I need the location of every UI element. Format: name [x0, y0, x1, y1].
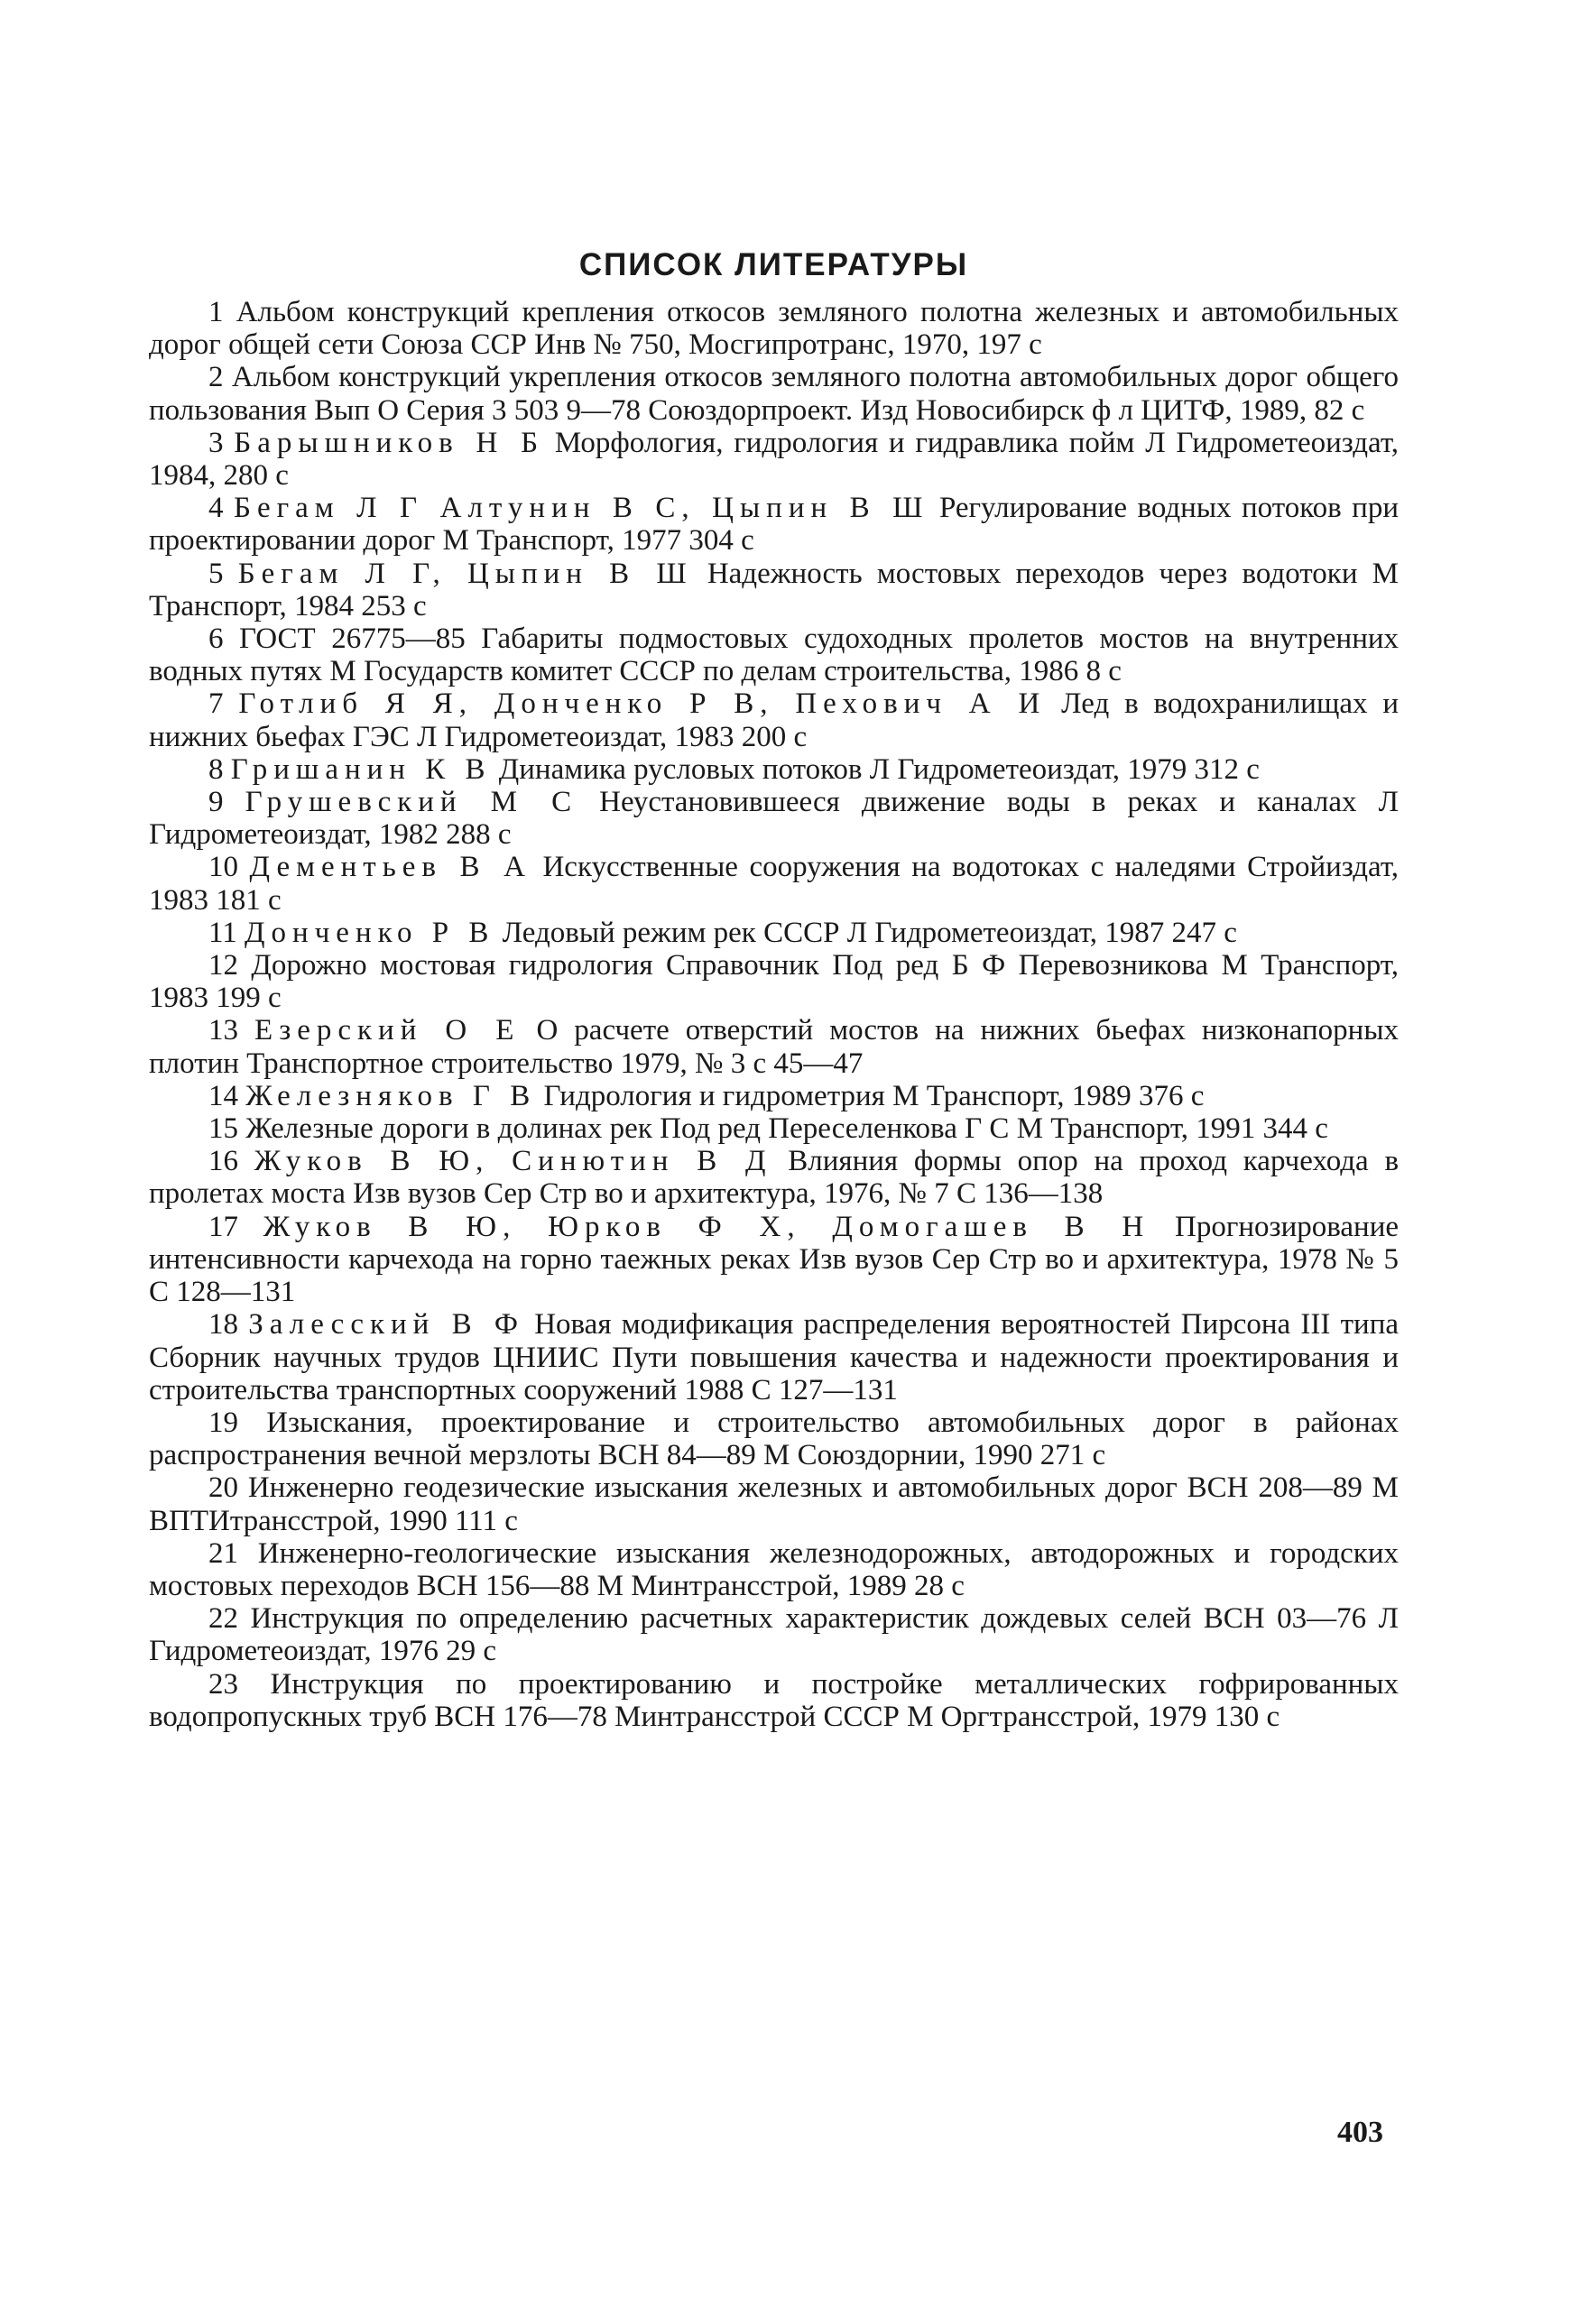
reference-number: 21 — [208, 1536, 238, 1570]
reference-number: 23 — [208, 1667, 238, 1701]
reference-number: 10 — [208, 851, 238, 884]
reference-number: 11 — [208, 916, 237, 949]
reference-author: Готлиб Я Я, Донченко Р В, Пехович А И — [238, 687, 1047, 721]
reference-text: Искусственные сооружения на водотоках с наледями Стройиздат, 1983 181 с — [149, 851, 1400, 917]
reference-text: Регулирование водных потоков при проектировании дорог М Транспорт, 1977 304 с — [149, 492, 1399, 558]
reference-entry — [149, 427, 1399, 492]
reference-text: Ледовый режим рек СССР Л Гидрометеоиздат, 1987 247 с — [502, 916, 1237, 949]
reference-number: 14 — [208, 1079, 238, 1112]
reference-text: О расчете отверстий мостов на нижних бьефах низконапорных плотин Транспортное строительство 1979, № 3 с 45—47 — [149, 1014, 1399, 1080]
reference-entry — [149, 917, 1399, 949]
reference-number: 1 — [208, 296, 224, 328]
reference-text: Гидрология и гидрометрия М Транспорт, 1989 376 с — [543, 1079, 1205, 1112]
reference-author: Бегам Л Г Алтунин В С, Цыпин В Ш — [234, 492, 929, 525]
page-number: 403 — [1337, 2116, 1383, 2149]
reference-text: Надежность мостовых переходов через водотоки М Транспорт, 1984 253 с — [149, 557, 1400, 622]
reference-number: 18 — [208, 1308, 238, 1342]
reference-entry — [149, 1471, 1399, 1536]
reference-entry — [149, 851, 1399, 916]
reference-author: Дементьев В А — [249, 851, 531, 884]
reference-author: Бегам Л Г, Цыпин В Ш — [237, 557, 693, 590]
reference-list — [149, 296, 1399, 1733]
reference-text: Морфология, гидрология и гидравлика пойм Л Гидрометеоиздат, 1984, 280 с — [149, 426, 1400, 493]
reference-entry — [149, 492, 1399, 557]
reference-text: Дорожно мостовая гидрология Справочник Под ред Б Ф Перевозникова М Транспорт, 1983 199 с — [149, 949, 1399, 1015]
reference-entry — [149, 361, 1399, 426]
reference-author: Железняков Г В — [245, 1079, 537, 1112]
reference-number: 6 — [208, 622, 224, 656]
reference-entry — [149, 296, 1399, 361]
reference-number: 3 — [208, 426, 224, 459]
reference-text: Новая модификация распределения вероятностей Пирсона III типа Сборник научных трудов ЦНИИС Пути повышения качества и надежности проектирования и строительства транспортных сооружений 1988 С 127—131 — [149, 1308, 1400, 1406]
reference-entry — [149, 1406, 1399, 1471]
reference-entry — [149, 1112, 1399, 1145]
reference-entry — [149, 1308, 1399, 1406]
reference-text: Лед в водохранилищах и нижних бьефах ГЭС Л Гидрометеоиздат, 1983 200 с — [149, 687, 1400, 753]
reference-text: Инженерно-геологические изыскания железнодорожных, автодорожных и городских мостовых переходов ВСН 156—88 М Минтрансстрой, 1989 28 с — [149, 1536, 1399, 1602]
reference-entry — [149, 558, 1399, 622]
reference-entry — [149, 1537, 1399, 1602]
reference-number: 2 — [208, 361, 224, 394]
reference-text: Инструкция по определению расчетных характеристик дождевых селей ВСН 03—76 Л Гидрометеоиздат, 1976 29 с — [149, 1602, 1400, 1668]
reference-number: 16 — [208, 1145, 238, 1178]
reference-entry — [149, 1602, 1399, 1667]
reference-text: Альбом конструкций укрепления откосов земляного полотна автомобильных дорог общего пользования Вып О Серия 3 503 9—78 Союздорпроект. Изд Новосибирск ф л ЦИТФ, 1989, 82 с — [149, 361, 1400, 427]
reference-number: 5 — [208, 557, 224, 590]
reference-number: 4 — [208, 492, 224, 525]
reference-text: Инструкция по проектированию и постройке металлических гофрированных водопропускных труб ВСН 176—78 Минтрансстрой СССР М Оргтрансстрой, 1979 130 с — [149, 1667, 1400, 1733]
reference-text: Железные дороги в долинах рек Под ред Переселенкова Г С М Транспорт, 1991 344 с — [245, 1112, 1328, 1146]
reference-number: 20 — [208, 1471, 238, 1505]
reference-author: Жуков В Ю, Синютин В Д — [254, 1145, 772, 1178]
reference-text: Динамика русловых потоков Л Гидрометеоиздат, 1979 312 с — [498, 752, 1260, 786]
reference-entry — [149, 622, 1399, 687]
reference-entry — [149, 1211, 1399, 1309]
reference-text: Влияния формы опор на проход карчехода в пролетах моста Изв вузов Сер Стр во и архитектура, 1976, № 7 С 136—138 — [149, 1145, 1400, 1211]
reference-entry — [149, 786, 1399, 851]
reference-author: Жуков В Ю, Юрков Ф Х, Домогашев В Н — [263, 1210, 1150, 1243]
reference-entry — [149, 1145, 1399, 1210]
reference-author: Гришанин К В — [230, 752, 492, 786]
reference-entry — [149, 753, 1399, 786]
reference-author: Грушевский М С — [245, 786, 578, 819]
reference-text: ГОСТ 26775—85 Габариты подмостовых судоходных пролетов мостов на внутренних водных путях М Государств комитет СССР по делам строительства, 1986 8 с — [149, 622, 1400, 688]
reference-number: 15 — [208, 1112, 238, 1146]
reference-entry — [149, 949, 1399, 1014]
reference-number: 17 — [208, 1210, 238, 1243]
reference-number: 19 — [208, 1406, 238, 1439]
reference-number: 7 — [208, 687, 224, 721]
reference-author: Барышников Н Б — [234, 426, 545, 459]
reference-text: Прогнозирование интенсивности карчехода на горно таежных реках Изв вузов Сер Стр во и архитектура, 1978 № 5 С 128—131 — [149, 1210, 1399, 1309]
reference-number: 12 — [208, 949, 238, 982]
reference-author: Залесский В Ф — [248, 1308, 524, 1342]
reference-text: Альбом конструкций крепления откосов земляного полотна железных и автомобильных дорог общей сети Союза ССР Инв № 750, Мосгипротранс, 1970, 197 с — [149, 296, 1400, 362]
reference-text: Изыскания, проектирование и строительство автомобильных дорог в районах распространения вечной мерзлоты ВСН 84—89 М Союздорнии, 1990 271 с — [149, 1406, 1399, 1472]
reference-entry — [149, 687, 1399, 752]
reference-number: 9 — [208, 786, 224, 819]
reference-text: Инженерно геодезические изыскания железных и автомобильных дорог ВСН 208—89 М ВПТИтрансстрой, 1990 111 с — [149, 1471, 1399, 1537]
reference-text: Неустановившееся движение воды в реках и каналах Л Гидрометеоиздат, 1982 288 с — [149, 786, 1400, 852]
page-title: СПИСОК ЛИТЕРАТУРЫ — [578, 247, 969, 282]
bibliography-page — [149, 244, 1399, 1733]
reference-author: Донченко Р В — [245, 916, 495, 949]
reference-entry — [149, 1668, 1399, 1733]
reference-entry — [149, 1080, 1399, 1112]
reference-number: 13 — [208, 1014, 238, 1047]
reference-number: 22 — [208, 1602, 238, 1636]
reference-entry — [149, 1014, 1399, 1079]
reference-author: Езерский О Е — [254, 1014, 521, 1047]
reference-number: 8 — [208, 752, 224, 786]
